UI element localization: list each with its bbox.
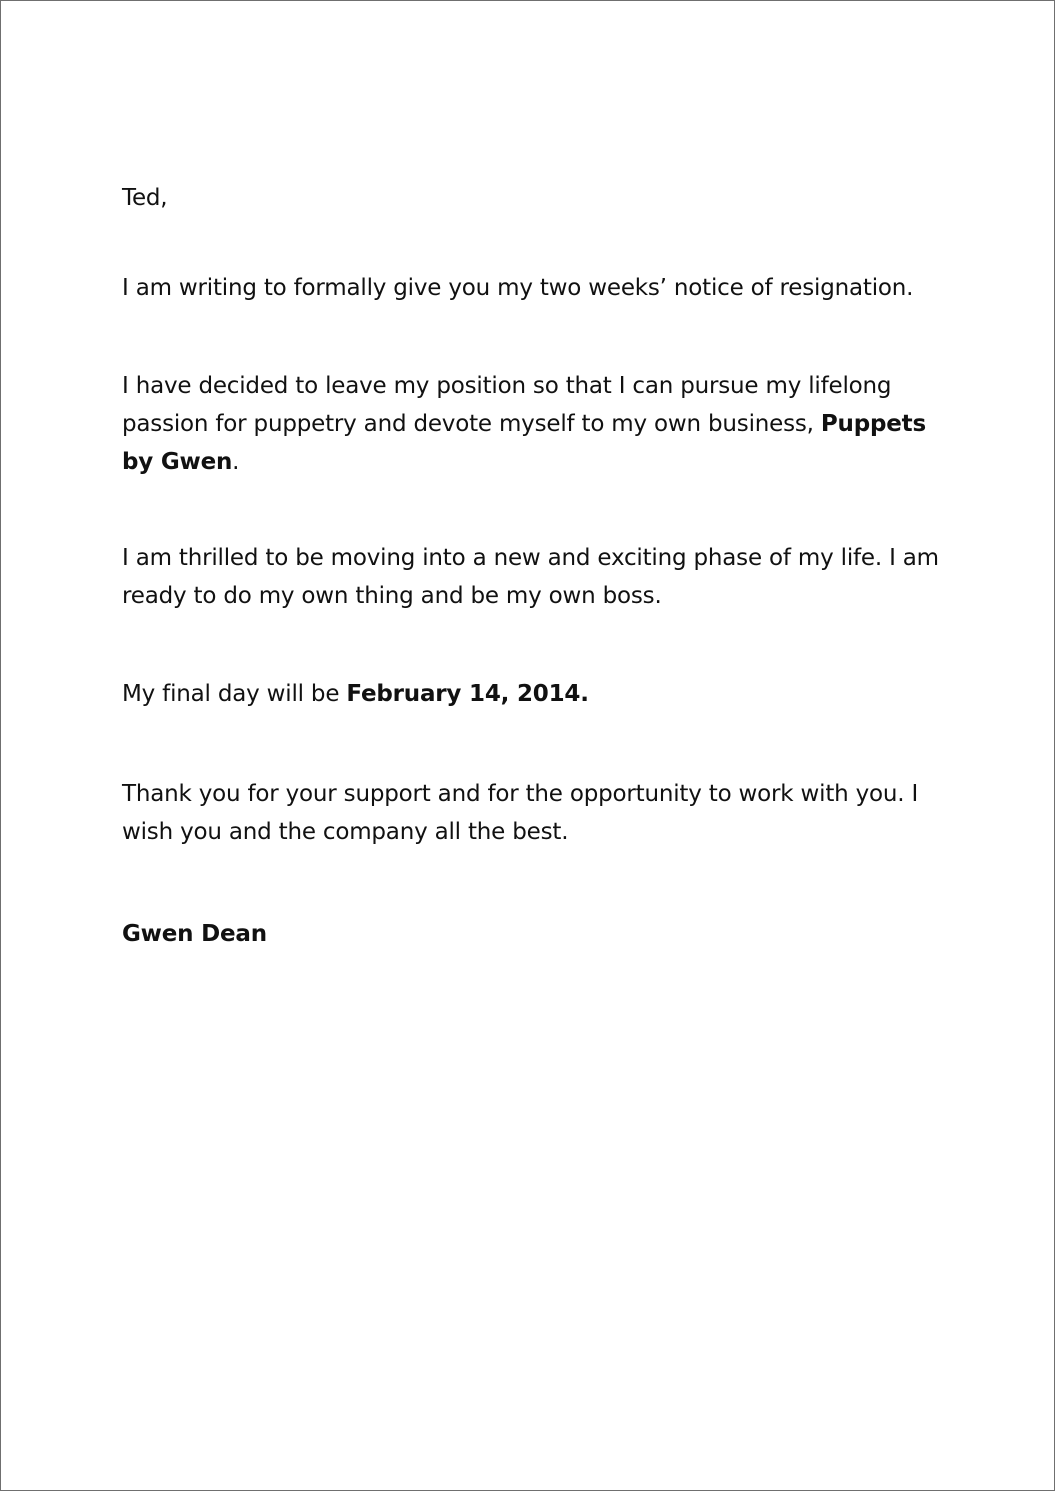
signature: Gwen Dean <box>122 921 267 947</box>
paragraph-thanks: Thank you for your support and for the opportunity to work with you. I wish you and the company all the best. <box>122 781 919 845</box>
paragraph-notice: I am writing to formally give you my two weeks’ notice of resignation. <box>122 275 914 301</box>
final-day-text: My final day will be <box>122 681 347 707</box>
greeting: Ted, <box>122 185 168 211</box>
paragraph-reason-end: . <box>232 449 240 475</box>
final-day-date: February 14, 2014. <box>346 681 589 707</box>
paragraph-excitement: I am thrilled to be moving into a new and exciting phase of my life. I am ready to do my own thing and be my own boss. <box>122 545 939 609</box>
paragraph-final-day <box>122 675 952 713</box>
paragraph-reason <box>122 367 952 481</box>
business-name: Puppets by Gwen <box>122 411 926 475</box>
paragraph-reason-text: I have decided to leave my position so that I can pursue my lifelong passion for puppetry and devote myself to my own business, <box>122 373 892 437</box>
letter-body <box>122 179 952 953</box>
